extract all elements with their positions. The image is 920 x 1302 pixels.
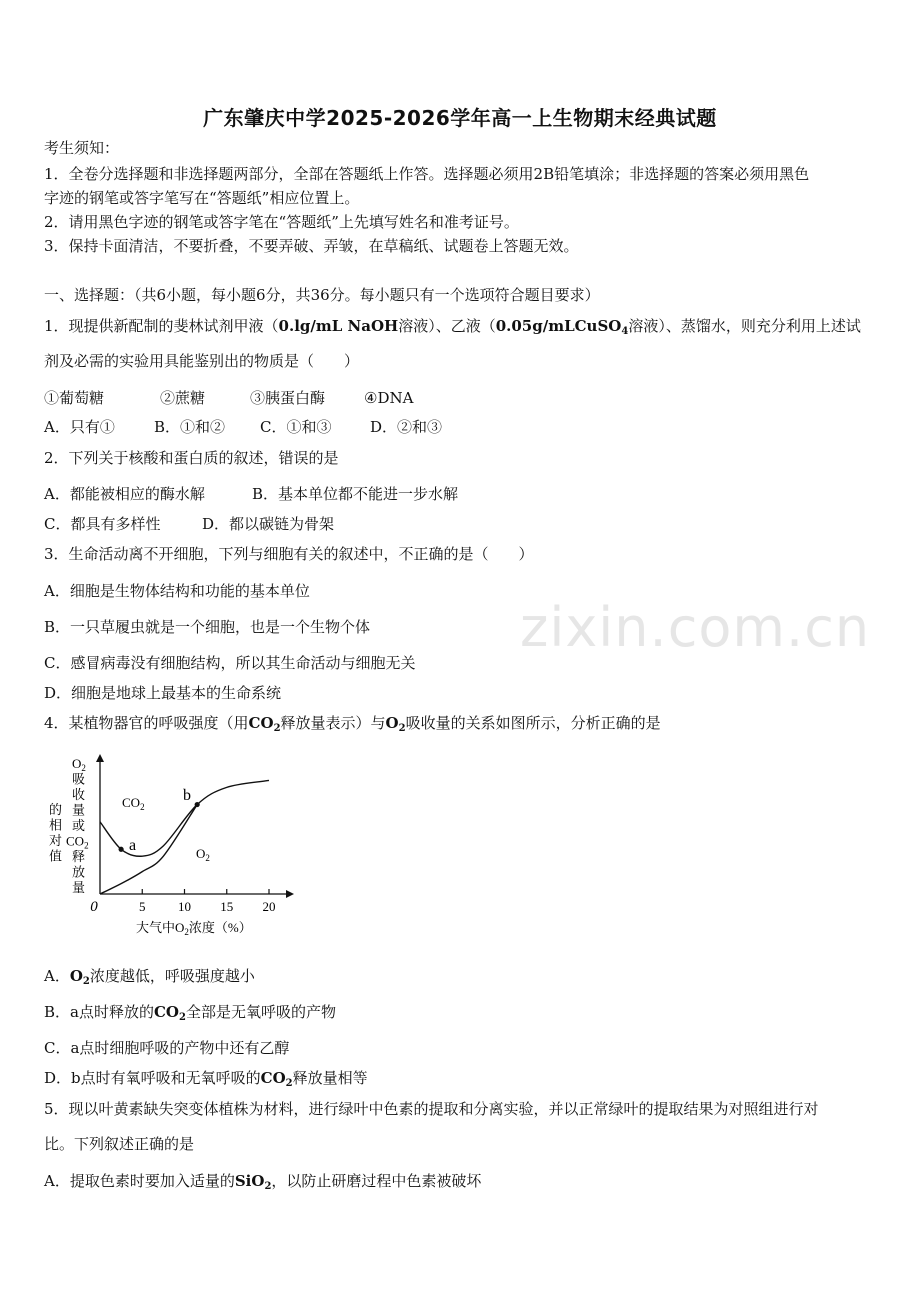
q4-stem: 4．某植物器官的呼吸强度（用$CO_2$释放量表示）与$O_2$吸收量的关系如图所示，分析正确的是	[44, 714, 661, 734]
q1-stem: 1．现提供新配制的斐林试剂甲液（0.lg/mL NaOH溶液）、乙液（0.05g/mLCuSO$_4$溶液）、蒸馏水，则充分利用上述试	[44, 317, 861, 337]
q4-option-d: D．b点时有氧呼吸和无氧呼吸的$CO_2$释放量相等	[44, 1069, 368, 1089]
exam-title: 广东肇庆中学2025-2026学年高一上生物期末经典试题	[203, 106, 717, 130]
y-label-char: 收	[72, 787, 86, 802]
y-axis-arrow	[96, 754, 104, 762]
notice-item-2: 2．请用黑色字迹的钢笔或答字笔在“答题纸”上先填写姓名和准考证号。	[44, 213, 519, 231]
x-tick-label: 5	[139, 899, 146, 914]
y-label-char: 相	[49, 817, 63, 833]
x-ticks	[90, 889, 275, 915]
notice-heading: 考生须知：	[44, 139, 120, 157]
q1-stem-cont: 剂及必需的实验用具能鉴别出的物质是（ ）	[44, 352, 360, 370]
q5-stem: 5．现以叶黄素缺失突变体植株为材料，进行绿叶中色素的提取和分离实验，并以正常绿叶的提取结果为对照组进行对	[44, 1100, 819, 1118]
x-tick-label: 20	[262, 899, 276, 914]
q5-option-a: A．提取色素时要加入适量的SiO$_2$，以防止研磨过程中色素被破坏	[44, 1172, 482, 1192]
notice-item-1-cont: 字迹的钢笔或答字笔写在“答题纸”相应位置上。	[44, 189, 360, 207]
q1-option: B．①和②	[154, 418, 226, 436]
y-label-char: 的	[49, 802, 63, 817]
q1-option: A．只有①	[44, 418, 115, 436]
q1-option: C．①和③	[260, 418, 332, 436]
x-axis-arrow	[286, 890, 294, 898]
q1-item: ①葡萄糖	[44, 389, 105, 407]
x-tick-label: 15	[220, 899, 234, 914]
q2-option: A．都能被相应的酶水解	[44, 485, 205, 503]
q2-option: C．都具有多样性	[44, 515, 161, 533]
q1-item: ②蔗糖	[160, 389, 206, 407]
q2-option: B．基本单位都不能进一步水解	[252, 485, 459, 503]
q1-option: D．②和③	[370, 418, 443, 436]
q3-option-c: C．感冒病毒没有细胞结构，所以其生命活动与细胞无关	[44, 654, 416, 672]
series-label-o2: $O_2$	[196, 846, 210, 863]
q1-items	[44, 387, 413, 408]
q4-option-a: A．$O_2$浓度越低，呼吸强度越小	[44, 967, 255, 987]
q2-stem: 2．下列关于核酸和蛋白质的叙述，错误的是	[44, 449, 339, 467]
y-label-char: 对	[49, 833, 63, 848]
watermark: zixin.com.cn	[520, 596, 871, 659]
y-label-char: $CO_2$	[66, 833, 89, 851]
q2-option: D．都以碳链为骨架	[202, 515, 335, 533]
y-label-char: 或	[72, 818, 86, 833]
x-axis-label: 大气中$O_2$浓度（%）	[136, 920, 252, 937]
notice-item-3: 3．保持卡面清洁，不要折叠，不要弄破、弄皱，在草稿纸、试题卷上答题无效。	[44, 237, 579, 255]
point-a	[119, 847, 124, 852]
y-label-char: 值	[49, 848, 63, 864]
point-label-a: a	[129, 837, 137, 854]
y-label-char: 释	[72, 849, 86, 864]
q1-options	[44, 416, 442, 437]
q4-option-b: B．a点时释放的$CO_2$全部是无氧呼吸的产物	[44, 1003, 336, 1023]
point-label-b: b	[183, 787, 191, 804]
q1-item: ④DNA	[364, 389, 414, 407]
q1-item: ③胰蛋白酶	[250, 389, 326, 407]
series-label-co2: $CO_2$	[122, 795, 145, 812]
notice-item-1: 1．全卷分选择题和非选择题两部分，全部在答题纸上作答。选择题必须用2B铅笔填涂；非选择题的答案必须用黑色	[44, 165, 810, 183]
q2-options-ab	[44, 483, 458, 504]
y-axis-label	[49, 756, 89, 895]
y-label-char: 量	[72, 880, 86, 895]
y-label-char: 量	[72, 802, 86, 818]
section-heading: 一、选择题：（共6小题，每小题6分，共36分。每小题只有一个选项符合题目要求）	[44, 286, 600, 304]
q3-stem: 3．生命活动离不开细胞，下列与细胞有关的叙述中，不正确的是（ ）	[44, 545, 534, 563]
q3-option-b: B．一只草履虫就是一个细胞，也是一个生物个体	[44, 618, 371, 636]
x-tick-label: 0	[90, 899, 98, 915]
x-tick-label: 10	[178, 899, 191, 914]
point-b	[195, 802, 200, 807]
respiration-chart	[40, 748, 300, 948]
y-label-char: 吸	[72, 771, 86, 787]
q5-stem-cont: 比。下列叙述正确的是	[44, 1135, 195, 1153]
y-label-char: 放	[72, 864, 86, 880]
q4-option-c: C．a点时细胞呼吸的产物中还有乙醇	[44, 1039, 290, 1057]
y-label-char: $O_2$	[72, 756, 86, 773]
series-line-o2	[100, 805, 197, 894]
q3-option-d: D．细胞是地球上最基本的生命系统	[44, 684, 282, 702]
q2-options-cd	[44, 513, 334, 534]
q3-option-a: A．细胞是生物体结构和功能的基本单位	[44, 582, 310, 600]
